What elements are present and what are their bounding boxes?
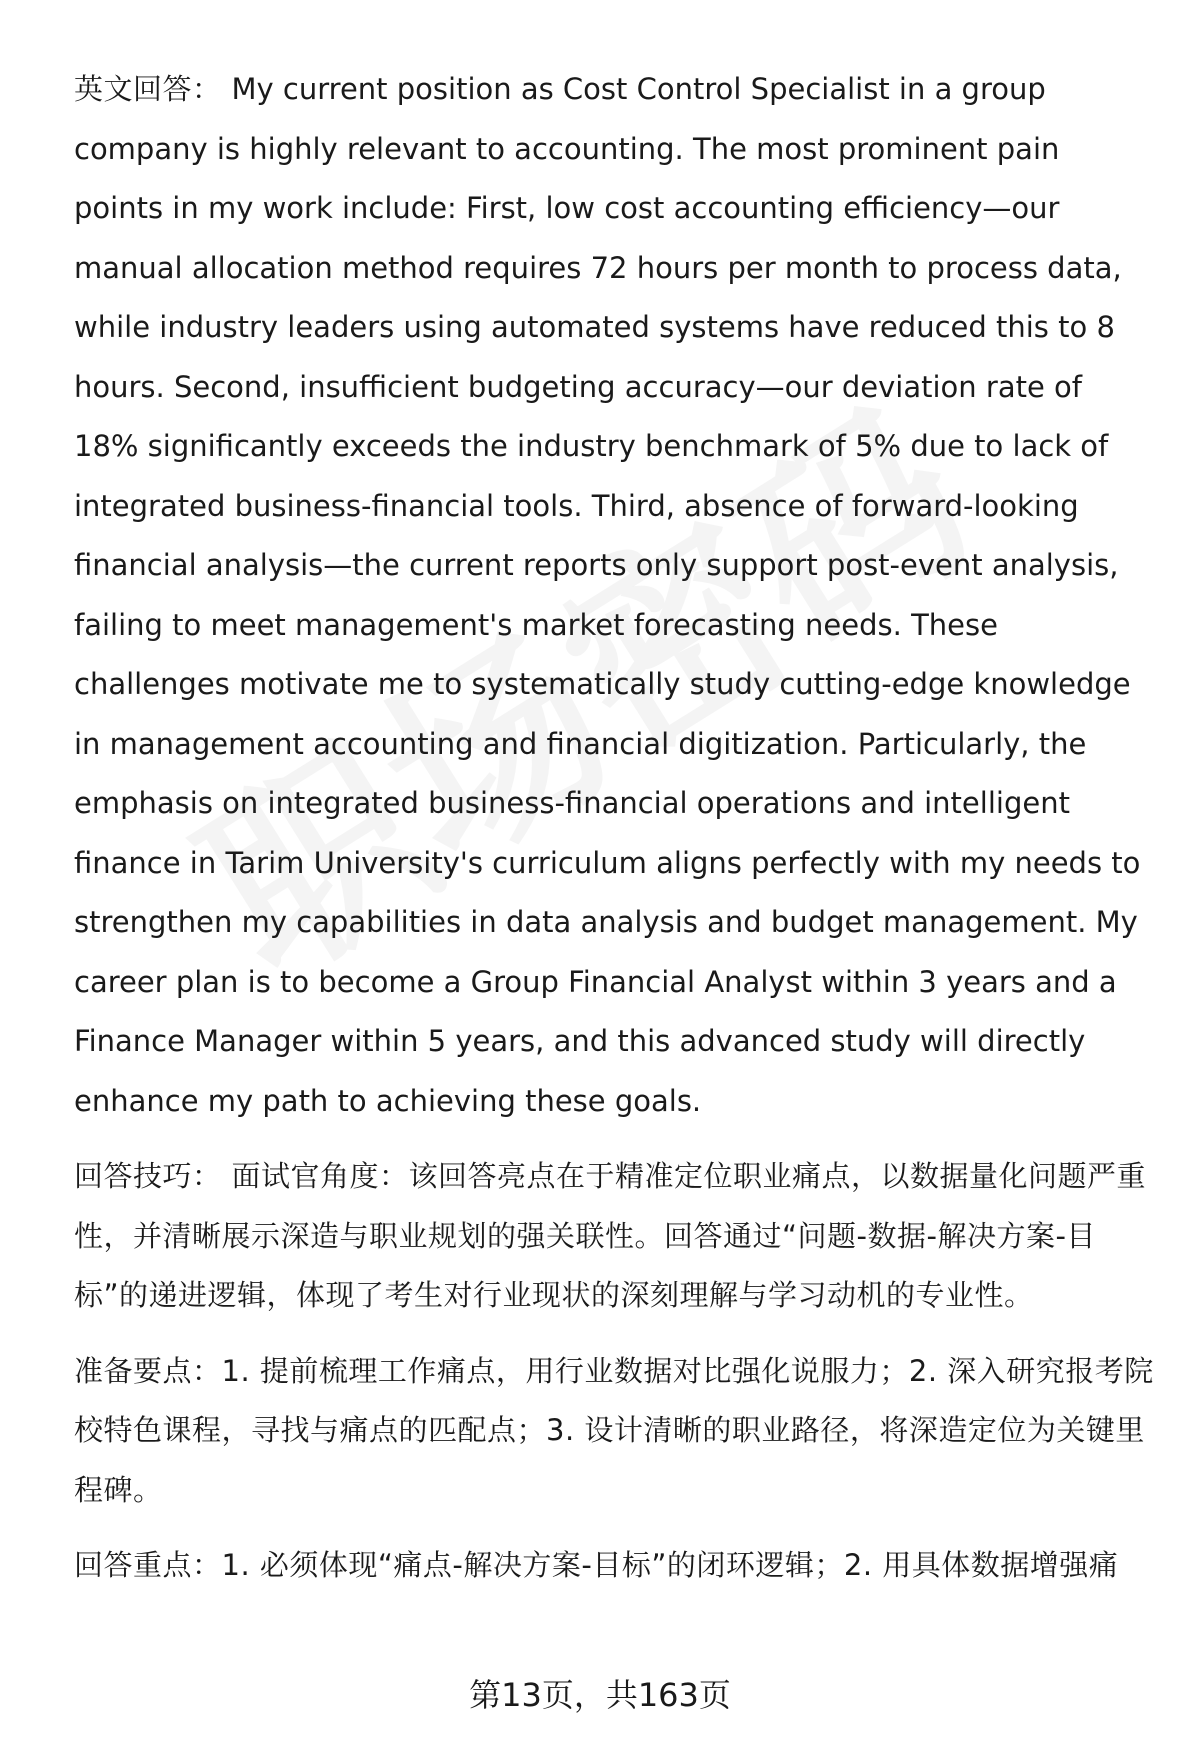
english-answer-text: My current position as Cost Control Specialist in a group company is highly relevant to accounting. The most prominent pain points in my work include: First, low cost accounting efficiency—our manual allocation method requires 72 hours per month to process data, while industry leaders using automated systems have reduced this to 8 hours. Second, insufficient budgeting accuracy—our deviation rate of 18% significantly exceeds the industry benchmark of 5% due to lack of integrated business-financial tools. Third, absence of forward-looking financial analysis—the current reports only support post-event analysis, failing to meet management's market forecasting needs. These challenges motivate me to systematically study cutting-edge knowledge in management accounting and financial digitization. Particularly, the emphasis on integrated business-financial operations and intelligent finance in Tarim University's curriculum aligns perfectly with my needs to strengthen my capabilities in data analysis and budget management. My career plan is to become a Group Financial Analyst within 3 years and a Finance Manager within 5 years, and this advanced study will directly enhance my path to achieving these goals. xyxy=(74,72,1141,1118)
answer-focus-paragraph xyxy=(74,1536,1154,1596)
answer-tips-paragraph xyxy=(74,1147,1154,1326)
preparation-points-label: 准备要点： xyxy=(74,1353,222,1388)
english-answer-label: 英文回答： xyxy=(74,72,222,106)
page-number: 第13页，共163页 xyxy=(469,1676,731,1714)
document-page xyxy=(74,60,1154,1596)
preparation-points-text: 1. 提前梳理工作痛点，用行业数据对比强化说服力；2. 深入研究报考院校特色课程，寻找与痛点的匹配点；3. 设计清晰的职业路径，将深造定位为关键里程碑。 xyxy=(74,1353,1154,1507)
preparation-points-paragraph xyxy=(74,1342,1154,1521)
answer-focus-label: 回答重点： xyxy=(74,1548,222,1582)
answer-tips-label: 回答技巧： xyxy=(74,1159,222,1193)
english-answer-paragraph xyxy=(74,60,1154,1131)
answer-tips-text: 面试官角度：该回答亮点在于精准定位职业痛点，以数据量化问题严重性，并清晰展示深造与职业规划的强关联性。回答通过“问题-数据-解决方案-目标”的递进逻辑，体现了考生对行业现状的深刻理解与学习动机的专业性。 xyxy=(74,1159,1147,1312)
answer-focus-text: 1. 必须体现“痛点-解决方案-目标”的闭环逻辑；2. 用具体数据增强痛 xyxy=(221,1548,1119,1582)
